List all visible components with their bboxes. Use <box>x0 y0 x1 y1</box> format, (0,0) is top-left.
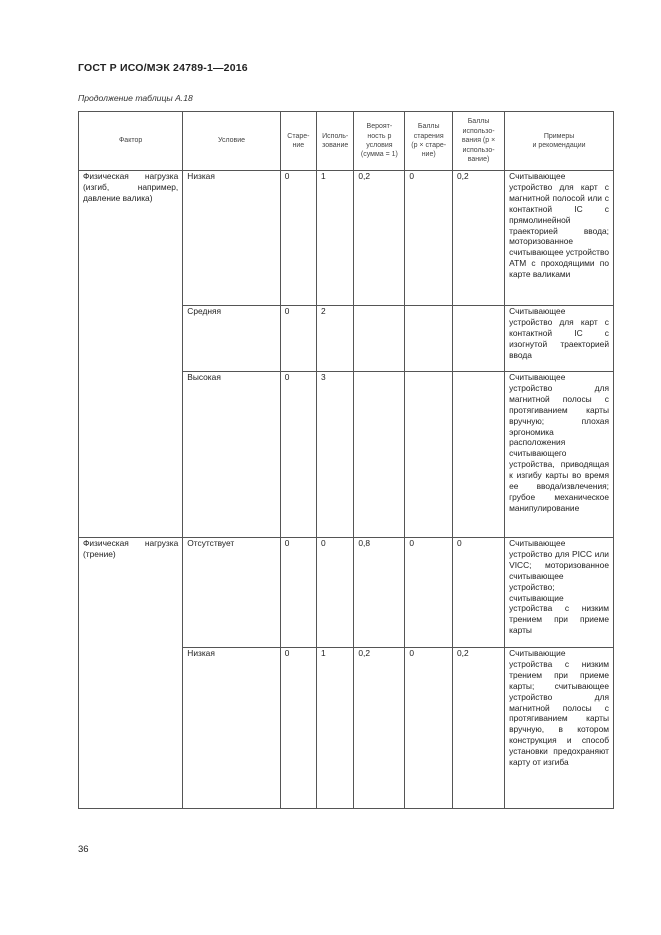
condition-cell: Отсутствует <box>183 538 280 648</box>
probability-cell: 0,2 <box>354 171 405 306</box>
aging-score-cell: 0 <box>405 648 453 809</box>
condition-cell: Средняя <box>183 306 280 372</box>
col-header-probability: Вероят- ность p условия (сумма = 1) <box>354 112 405 171</box>
usage-score-cell: 0,2 <box>452 648 504 809</box>
aging-cell: 0 <box>280 648 316 809</box>
condition-cell: Низкая <box>183 171 280 306</box>
col-header-factor: Фактор <box>79 112 183 171</box>
col-header-aging: Старе- ние <box>280 112 316 171</box>
usage-score-cell: 0 <box>452 538 504 648</box>
probability-cell: 0,8 <box>354 538 405 648</box>
usage-cell: 1 <box>317 171 354 306</box>
examples-cell: Считывающее устройство для карт с магнитной полосой или с контактной IC с прямолинейной траекторией ввода; моторизованное считывающее устройство ATM с проходящими по карте валиками <box>505 171 614 306</box>
condition-cell: Низкая <box>183 648 280 809</box>
document-header: ГОСТ Р ИСО/МЭК 24789-1—2016 <box>78 62 248 74</box>
risk-table <box>78 111 614 809</box>
probability-cell <box>354 372 405 538</box>
usage-cell: 0 <box>317 538 354 648</box>
examples-cell: Считывающие устройства с низким трением при приеме карты; считывающее устройство для магнитной полосы с протягиванием карты вручную, в котором конструкция и способ установки предохраняют карту от изгиба <box>505 648 614 809</box>
usage-cell: 2 <box>317 306 354 372</box>
factor-cell: Физическая нагрузка (изгиб, например, давление валика) <box>79 171 183 538</box>
usage-score-cell <box>452 306 504 372</box>
col-header-aging-score: Баллы старения (p × старе- ние) <box>405 112 453 171</box>
col-header-examples: Примеры и рекомендации <box>505 112 614 171</box>
examples-cell: Считывающее устройство для магнитной полосы с протягиванием карты вручную; плохая эргономика расположения считывающего устройства, приводящая к изгибу карты во время ее ввода/извлечения; грубое механическое манипулирование <box>505 372 614 538</box>
aging-score-cell <box>405 306 453 372</box>
aging-score-cell <box>405 372 453 538</box>
aging-cell: 0 <box>280 306 316 372</box>
table-header-row <box>79 112 614 171</box>
aging-score-cell: 0 <box>405 538 453 648</box>
factor-cell: Физическая нагрузка (трение) <box>79 538 183 809</box>
examples-cell: Считывающее устройство для карт с контактной IC с изогнутой траекторией ввода <box>505 306 614 372</box>
probability-cell <box>354 306 405 372</box>
aging-score-cell: 0 <box>405 171 453 306</box>
aging-cell: 0 <box>280 171 316 306</box>
table-row <box>79 538 614 648</box>
page-number: 36 <box>78 844 89 855</box>
examples-cell: Считывающее устройство для PICC или VICC; моторизованное считывающее устройство; считывающие устройства с низким трением при приеме карты <box>505 538 614 648</box>
usage-cell: 3 <box>317 372 354 538</box>
aging-cell: 0 <box>280 538 316 648</box>
aging-cell: 0 <box>280 372 316 538</box>
condition-cell: Высокая <box>183 372 280 538</box>
table-row <box>79 171 614 306</box>
usage-score-cell <box>452 372 504 538</box>
table-caption: Продолжение таблицы А.18 <box>78 93 193 103</box>
probability-cell: 0,2 <box>354 648 405 809</box>
usage-cell: 1 <box>317 648 354 809</box>
col-header-usage-score: Баллы использо- вания (p × использо- вание) <box>452 112 504 171</box>
col-header-condition: Условие <box>183 112 280 171</box>
col-header-usage: Исполь- зование <box>317 112 354 171</box>
usage-score-cell: 0,2 <box>452 171 504 306</box>
